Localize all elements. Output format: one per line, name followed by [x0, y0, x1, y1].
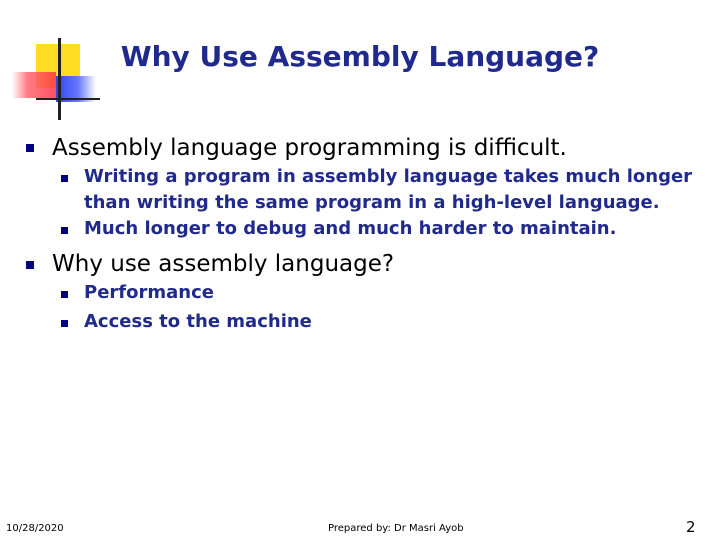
sub-bullet-text: Performance [84, 282, 214, 303]
decorative-horizontal-line [36, 98, 100, 100]
sub-bullet-text-continued: than writing the same program in a high-level language. [84, 192, 660, 213]
sub-bullet-marker [61, 227, 68, 234]
sub-bullet-marker [61, 291, 68, 298]
sub-bullet-marker [61, 320, 68, 327]
bullet-marker [26, 144, 34, 152]
sub-bullet-text: Access to the machine [84, 311, 312, 332]
sub-bullet-marker [61, 175, 68, 182]
bullet-text: Assembly language programming is difficult. [52, 135, 567, 161]
bullet-text: Why use assembly language? [52, 251, 395, 277]
sub-bullet-text: Writing a program in assembly language takes much longer [84, 166, 693, 187]
decorative-red-bar [12, 72, 56, 98]
footer-date: 10/28/2020 [6, 523, 64, 534]
footer-author: Prepared by: Dr Masri Ayob [328, 523, 464, 534]
sub-bullet-text: Much longer to debug and much harder to maintain. [84, 218, 617, 239]
page-number: 2 [686, 518, 696, 536]
bullet-marker [26, 261, 34, 269]
slide-title: Why Use Assembly Language? [120, 40, 600, 73]
